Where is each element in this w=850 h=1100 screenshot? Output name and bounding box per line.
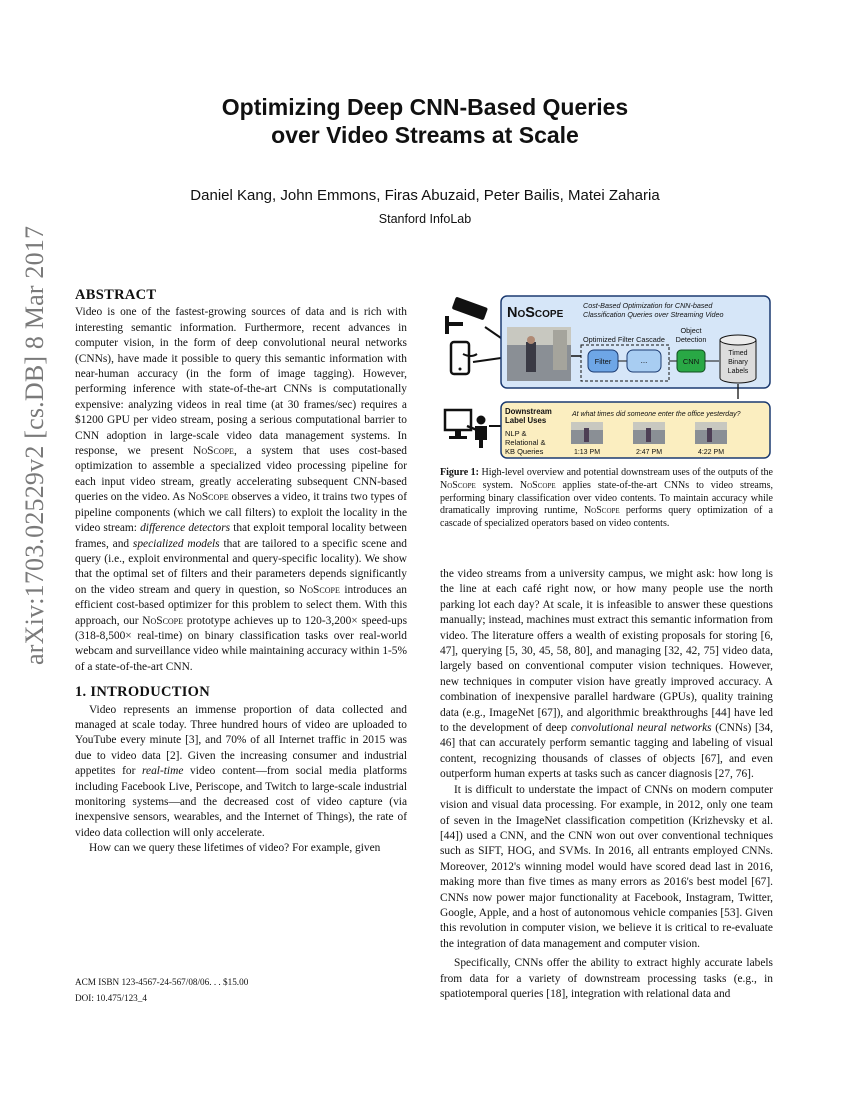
time-label-1: 1:13 PM [573,449,601,456]
noscope-subtitle-2: Classification Queries over Streaming Video [583,310,724,319]
desktop-user-icon [445,410,487,448]
object-detection-label-1: Object [680,326,702,335]
intro-paragraph-1: Video represents an immense proportion of data collected and managed at scale today. Three hundred hours of video are uploaded to YouTube every minute [3], and 70% of all Internet traffic in 2015 was due to video data [2]. Given the increasing consumer and industrial appetites for real-time video content—from social media platforms including Facebook Live, Periscope, and Twitch to large-scale industrial monitoring systems—and the decreased cost of video capture (via inexpensive sensors, wearables, and the Internet of Things), the rate of video data collection will only accelerate. [75,703,407,839]
ellipsis-label: ... [640,356,648,365]
time-label-3: 4:22 PM [697,449,725,456]
db-label-3: Labels [727,368,749,375]
abstract-heading: ABSTRACT [75,287,157,303]
title-line-1: Optimizing Deep CNN-Based Queries [221,94,629,120]
right-paragraph-3: Specifically, CNNs offer the ability to extract highly accurate labels from data for a variety of downstream processing tasks (e.g., in spatiotemporal queries [18], integration with relational data and [440,957,773,1000]
uses-label-2: Relational & [505,438,546,447]
arxiv-identifier: arXiv:1703.02529v2 [cs.DB] 8 Mar 2017 [20,225,49,665]
footer-metadata [75,974,407,1006]
uses-label-1: NLP & [505,429,527,438]
doi: DOI: 10.475/123_4 [75,993,147,1003]
left-column [75,288,407,857]
affiliation: Stanford InfoLab [378,212,472,226]
filter-label: Filter [594,357,612,366]
noscope-title: NoScope [507,305,564,321]
downstream-label-1: Downstream [505,407,552,416]
figure-1 [441,292,774,460]
title-line-2: over Video Streams at Scale [271,122,579,148]
intro-paragraph-2: How can we query these lifetimes of video? For example, given [89,842,381,855]
figure-caption: Figure 1: High-level overview and potential downstream uses of the outputs of the NoScope system. NoScope applies state-of-the-art CNNs to video streams, performing binary classification over video contents. To maintain accuracy while dramatically improving runtime, NoScope performs query optimization of a cascade of specialized operators based on video contents. [440,467,774,530]
thumbnail-2 [633,422,665,444]
right-paragraph-1: the video streams from a university campus, we might ask: how long is the line at each café right now, or how many people use the north parking lot each day? At scale, it is infeasible to answer these questions manually; instead, machines must extract this semantic information from video. The literature offers a wealth of existing proposals for storing [6, 47], querying [5, 30, 45, 58, 80], and managing [32, 42, 75] video data, largely based on conventional computer vision techniques. However, new techniques in computer vision have greatly improved accuracy. A combination of inexpensive parallel hardware (GPUs), quality training data (e.g., ImageNet [67]), and algorithmic breakthroughs [44] have led to the development of deep convolutional neural networks (CNNs) [34, 46] that can accurately perform semantic tagging and labeling of visual content, recognizing thousands of classes of objects [67], and even outperform human experts at tasks such as cancer diagnosis [27, 76]. [440,568,774,781]
author-list: Daniel Kang, John Emmons, Firas Abuzaid, Peter Bailis, Matei Zaharia [190,187,660,204]
cascade-label: Optimized Filter Cascade [583,335,665,344]
acm-isbn: ACM ISBN 123-4567-24-567/08/06. . . $15.00 [75,977,249,987]
security-camera-icon [445,297,488,334]
smartphone-icon [451,342,477,374]
object-detection-label-2: Detection [675,335,707,344]
cnn-label: CNN [682,357,700,366]
thumbnail-1 [571,422,603,444]
time-label-2: 2:47 PM [635,449,663,456]
abstract-text: Video is one of the fastest-growing sources of data and is rich with interesting semantic information. Furthermore, recent advances in computer vision, in the form of deep convolutional neural networks (CNNs), have made it possible to query this semantic information with near-human accuracy (in the form of image tagging). However, performing inference with state-of-the-art CNNs is computationally expensive: analyzing videos in real time (at 30 frames/sec) requires a $1200 GPU per video stream, posing a serious computational barrier to CNN adoption in large-scale video data management systems. In response, we present NoScope, a system that uses cost-based optimization to assemble a specialized video processing pipeline for each input video stream, greatly accelerating subsequent CNN-based queries on the video. As NoScope observes a video, it trains two types of pipeline components (which we call filters) to exploit the locality in the video stream: difference detectors that exploit temporal locality between frames, and specialized models that are tailored to a specific scene and query (i.e., exploit environmental and query-specific locality). We show that the optimal set of filters and their parameters depends significantly on the video stream and query in question, so NoScope introduces an efficient cost-based optimizer for this problem to select them. With this approach, our NoScope prototype achieves up to 120-3,200× speed-ups (318-8,500× real-time) on binary classification tasks over real-world webcam and surveillance video while maintaining accuracy within 1-5% of a state-of-the-art CNN. [75,306,408,673]
thumbnail-3 [695,422,727,444]
paper-title [0,93,850,149]
introduction-heading: 1. INTRODUCTION [75,684,211,701]
downstream-question: At what times did someone enter the office yesterday? [572,411,741,418]
right-paragraph-2: It is difficult to understate the impact of CNNs on modern computer vision and visual data processing. For example, in 2012, only one team of seven in the ImageNet classification competition (Krizhevsky et al. [44]) used a CNN, and the CNN won out over conventional techniques such as SIFT, HOG, and SVMs. In 2016, all entrants employed CNNs. Moreover, 2012's winning model would have scored dead last in 2016, making more than five times as many errors as 2016's best model [67]. CNNs now power major functionality at Facebook, Instagram, Twitter, Google, Apple, and a host of autonomous vehicle companies [53]. Given this revolution in computer vision, we believe it is critical to re-evaluate the integration of data management and computer vision. [440,783,773,950]
db-label-2: Binary [728,359,748,366]
noscope-subtitle-1: Cost-Based Optimization for CNN-based [583,301,713,310]
uses-label-3: KB Queries [505,447,544,456]
downstream-label-2: Label Uses [505,416,547,425]
db-label-1: Timed [728,350,748,357]
right-column [440,567,773,1002]
